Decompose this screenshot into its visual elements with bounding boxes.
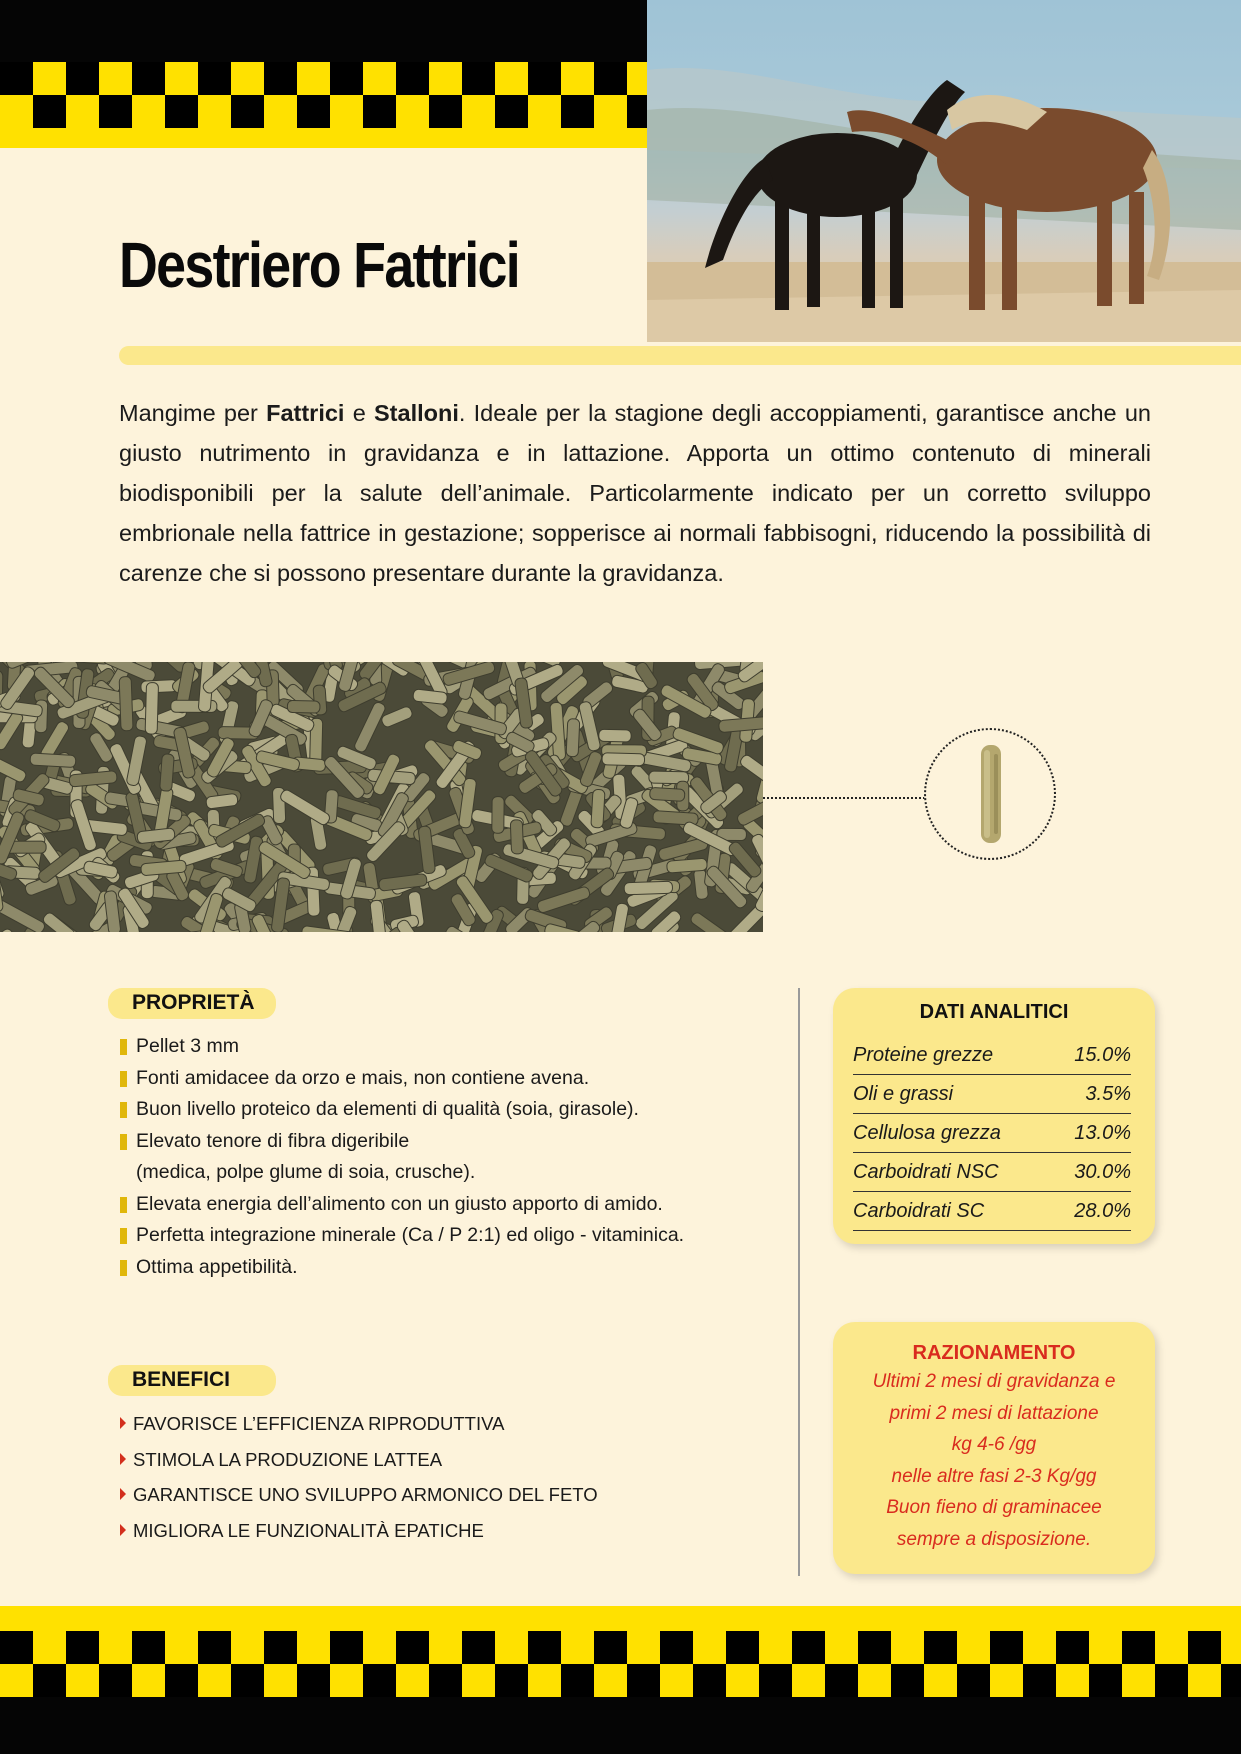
benefici-label — [108, 1365, 276, 1396]
table-cell-value: 3.5% — [1054, 1075, 1131, 1114]
razionamento-line: primi 2 mesi di lattazione — [889, 1402, 1099, 1424]
horses-photo — [647, 0, 1241, 342]
intro-bold-stalloni: Stalloni — [374, 400, 459, 426]
table-cell-name: Carboidrati SC — [853, 1192, 1054, 1231]
pellet-shape — [566, 719, 580, 757]
list-item-text: Fonti amidacee da orzo e mais, non contiene avena. — [136, 1066, 590, 1089]
table-row — [853, 1192, 1131, 1231]
list-item — [119, 1094, 759, 1126]
bullet-triangle-icon — [120, 1417, 126, 1429]
list-item — [119, 1189, 759, 1221]
pellet-shape — [119, 676, 133, 730]
bullet-triangle-icon — [120, 1453, 126, 1465]
pellet-shape — [649, 787, 685, 801]
intro-paragraph — [119, 393, 1151, 593]
pellet-shape — [353, 701, 387, 754]
dati-analitici-table — [853, 1036, 1131, 1231]
pellet-shape — [145, 682, 158, 734]
proprieta-label-text: PROPRIETÀ — [132, 991, 255, 1014]
table-row — [853, 1036, 1131, 1075]
list-item — [119, 1513, 598, 1549]
proprieta-list — [119, 1031, 759, 1283]
list-item-text: FAVORISCE L’EFFICIENZA RIPRODUTTIVA — [133, 1413, 505, 1434]
pellet-shape — [492, 797, 504, 834]
intro-text-2: e — [344, 400, 374, 426]
pellet-shape — [378, 873, 427, 891]
table-cell-name: Cellulosa grezza — [853, 1114, 1054, 1153]
list-item-text: MIGLIORA LE FUNZIONALITÀ EPATICHE — [133, 1519, 484, 1541]
pellet-pointer-line — [763, 797, 925, 799]
pellet-shape — [279, 788, 332, 826]
bullet-square-icon — [120, 1260, 127, 1276]
pellet-shape — [160, 754, 175, 792]
list-item-text: Buon livello proteico da elementi di qualità (soia, girasole). — [136, 1098, 639, 1120]
product-title: Destriero Fattrici — [119, 229, 519, 301]
bullet-square-icon — [120, 1071, 127, 1087]
razionamento-line: sempre a disposizione. — [896, 1528, 1092, 1550]
list-item — [119, 1220, 759, 1252]
top-yellow-band — [0, 128, 647, 148]
razionamento-line: Buon fieno di graminacee — [886, 1497, 1102, 1518]
razionamento-title: RAZIONAMENTO — [912, 1342, 1076, 1364]
dati-analitici-title: DATI ANALITICI — [919, 1001, 1069, 1023]
bullet-triangle-icon — [120, 1488, 126, 1500]
intro-text-1: Mangime per — [119, 400, 267, 426]
pellet-shape — [287, 700, 320, 713]
pellet-shape — [510, 820, 523, 854]
pellet-shape — [624, 881, 673, 895]
list-item — [119, 1477, 598, 1513]
list-item — [119, 1252, 759, 1284]
list-item-text: Pellet 3 mm — [136, 1035, 239, 1057]
table-row — [853, 1075, 1131, 1114]
pellet-shape — [30, 753, 76, 768]
top-checker-band — [0, 62, 647, 128]
razionamento-box — [833, 1322, 1155, 1574]
bottom-checker-band — [0, 1631, 1241, 1697]
title-underline — [119, 346, 1241, 365]
pellet-shape — [0, 897, 46, 932]
pellet-shape — [689, 911, 736, 932]
table-cell-value: 28.0% — [1054, 1192, 1131, 1231]
pellet-shape — [41, 911, 76, 932]
table-cell-name: Oli e grassi — [853, 1075, 1054, 1114]
razionamento-text — [833, 1366, 1155, 1555]
single-pellet-circle — [924, 728, 1056, 860]
list-item-text: STIMOLA LA PRODUZIONE LATTEA — [133, 1448, 443, 1470]
list-item-text: Elevato tenore di fibra digeribile — [136, 1129, 410, 1152]
pellet-shape — [736, 800, 763, 827]
list-item-continuation: (medica, polpe glume di soia, crusche). — [136, 1161, 476, 1183]
pellet-shape — [591, 789, 605, 828]
table-cell-value: 30.0% — [1054, 1153, 1131, 1192]
intro-text-3: . Ideale per la stagione degli accoppiamenti, garantisce anche un giusto nutrimento in gravidanza e in lattazione. Apporta un ottimo contenuto di minerali biodisponibili per la salute dell’animale. Particolarmente indicato per un corretto sviluppo embrionale nella fattrice in gestazione; sopperisce ai normali fabbisogni, riducendo la possibilità di carenze che si possono presentare durante la gravidanza. — [119, 400, 1151, 586]
benefici-label-text: BENEFICI — [132, 1368, 231, 1391]
list-item-text: Elevata energia dell’alimento con un giusto apporto di amido. — [136, 1192, 663, 1215]
table-cell-name: Carboidrati NSC — [853, 1153, 1054, 1192]
table-cell-value: 15.0% — [1054, 1036, 1131, 1075]
list-item — [119, 1442, 598, 1478]
bottom-black-band — [0, 1697, 1241, 1754]
column-divider — [798, 988, 800, 1576]
list-item — [119, 1406, 598, 1442]
list-item-text: Ottima appetibilità. — [136, 1255, 298, 1278]
razionamento-line: nelle altre fasi 2-3 Kg/gg — [891, 1465, 1097, 1487]
pellet-shape — [602, 753, 645, 766]
pellet-shape — [0, 927, 15, 932]
bottom-yellow-band — [0, 1606, 1241, 1631]
razionamento-line: Ultimi 2 mesi di gravidanza e — [872, 1371, 1116, 1392]
bullet-square-icon — [120, 1102, 127, 1118]
pellet-shape — [599, 729, 632, 742]
intro-bold-fattrici: Fattrici — [266, 400, 345, 426]
single-pellet-icon — [926, 730, 1054, 858]
bullet-square-icon — [120, 1039, 127, 1055]
list-item — [119, 1031, 759, 1063]
table-row — [853, 1153, 1131, 1192]
pellet-shape — [536, 886, 591, 914]
bullet-square-icon — [120, 1134, 127, 1150]
list-item — [119, 1126, 759, 1189]
list-item-text: Perfetta integrazione minerale (Ca / P 2:1) ed oligo - vitaminica. — [136, 1224, 685, 1246]
top-black-band — [0, 0, 647, 62]
bullet-square-icon — [120, 1228, 127, 1244]
pellets-photo — [0, 662, 763, 932]
benefici-list — [119, 1406, 598, 1548]
list-item-text: GARANTISCE UNO SVILUPPO ARMONICO DEL FETO — [133, 1484, 598, 1505]
table-cell-value: 13.0% — [1054, 1114, 1131, 1153]
razionamento-line: kg 4-6 /gg — [951, 1434, 1037, 1455]
list-item — [119, 1063, 759, 1095]
horses-illustration — [647, 0, 1241, 342]
table-cell-name: Proteine grezze — [853, 1036, 1054, 1075]
proprieta-label — [108, 988, 276, 1019]
pellet-shape — [667, 858, 708, 873]
table-row — [853, 1114, 1131, 1153]
dati-analitici-box — [833, 988, 1155, 1244]
bullet-square-icon — [120, 1197, 127, 1213]
pellets-illustration — [0, 662, 763, 932]
bullet-triangle-icon — [120, 1524, 126, 1536]
